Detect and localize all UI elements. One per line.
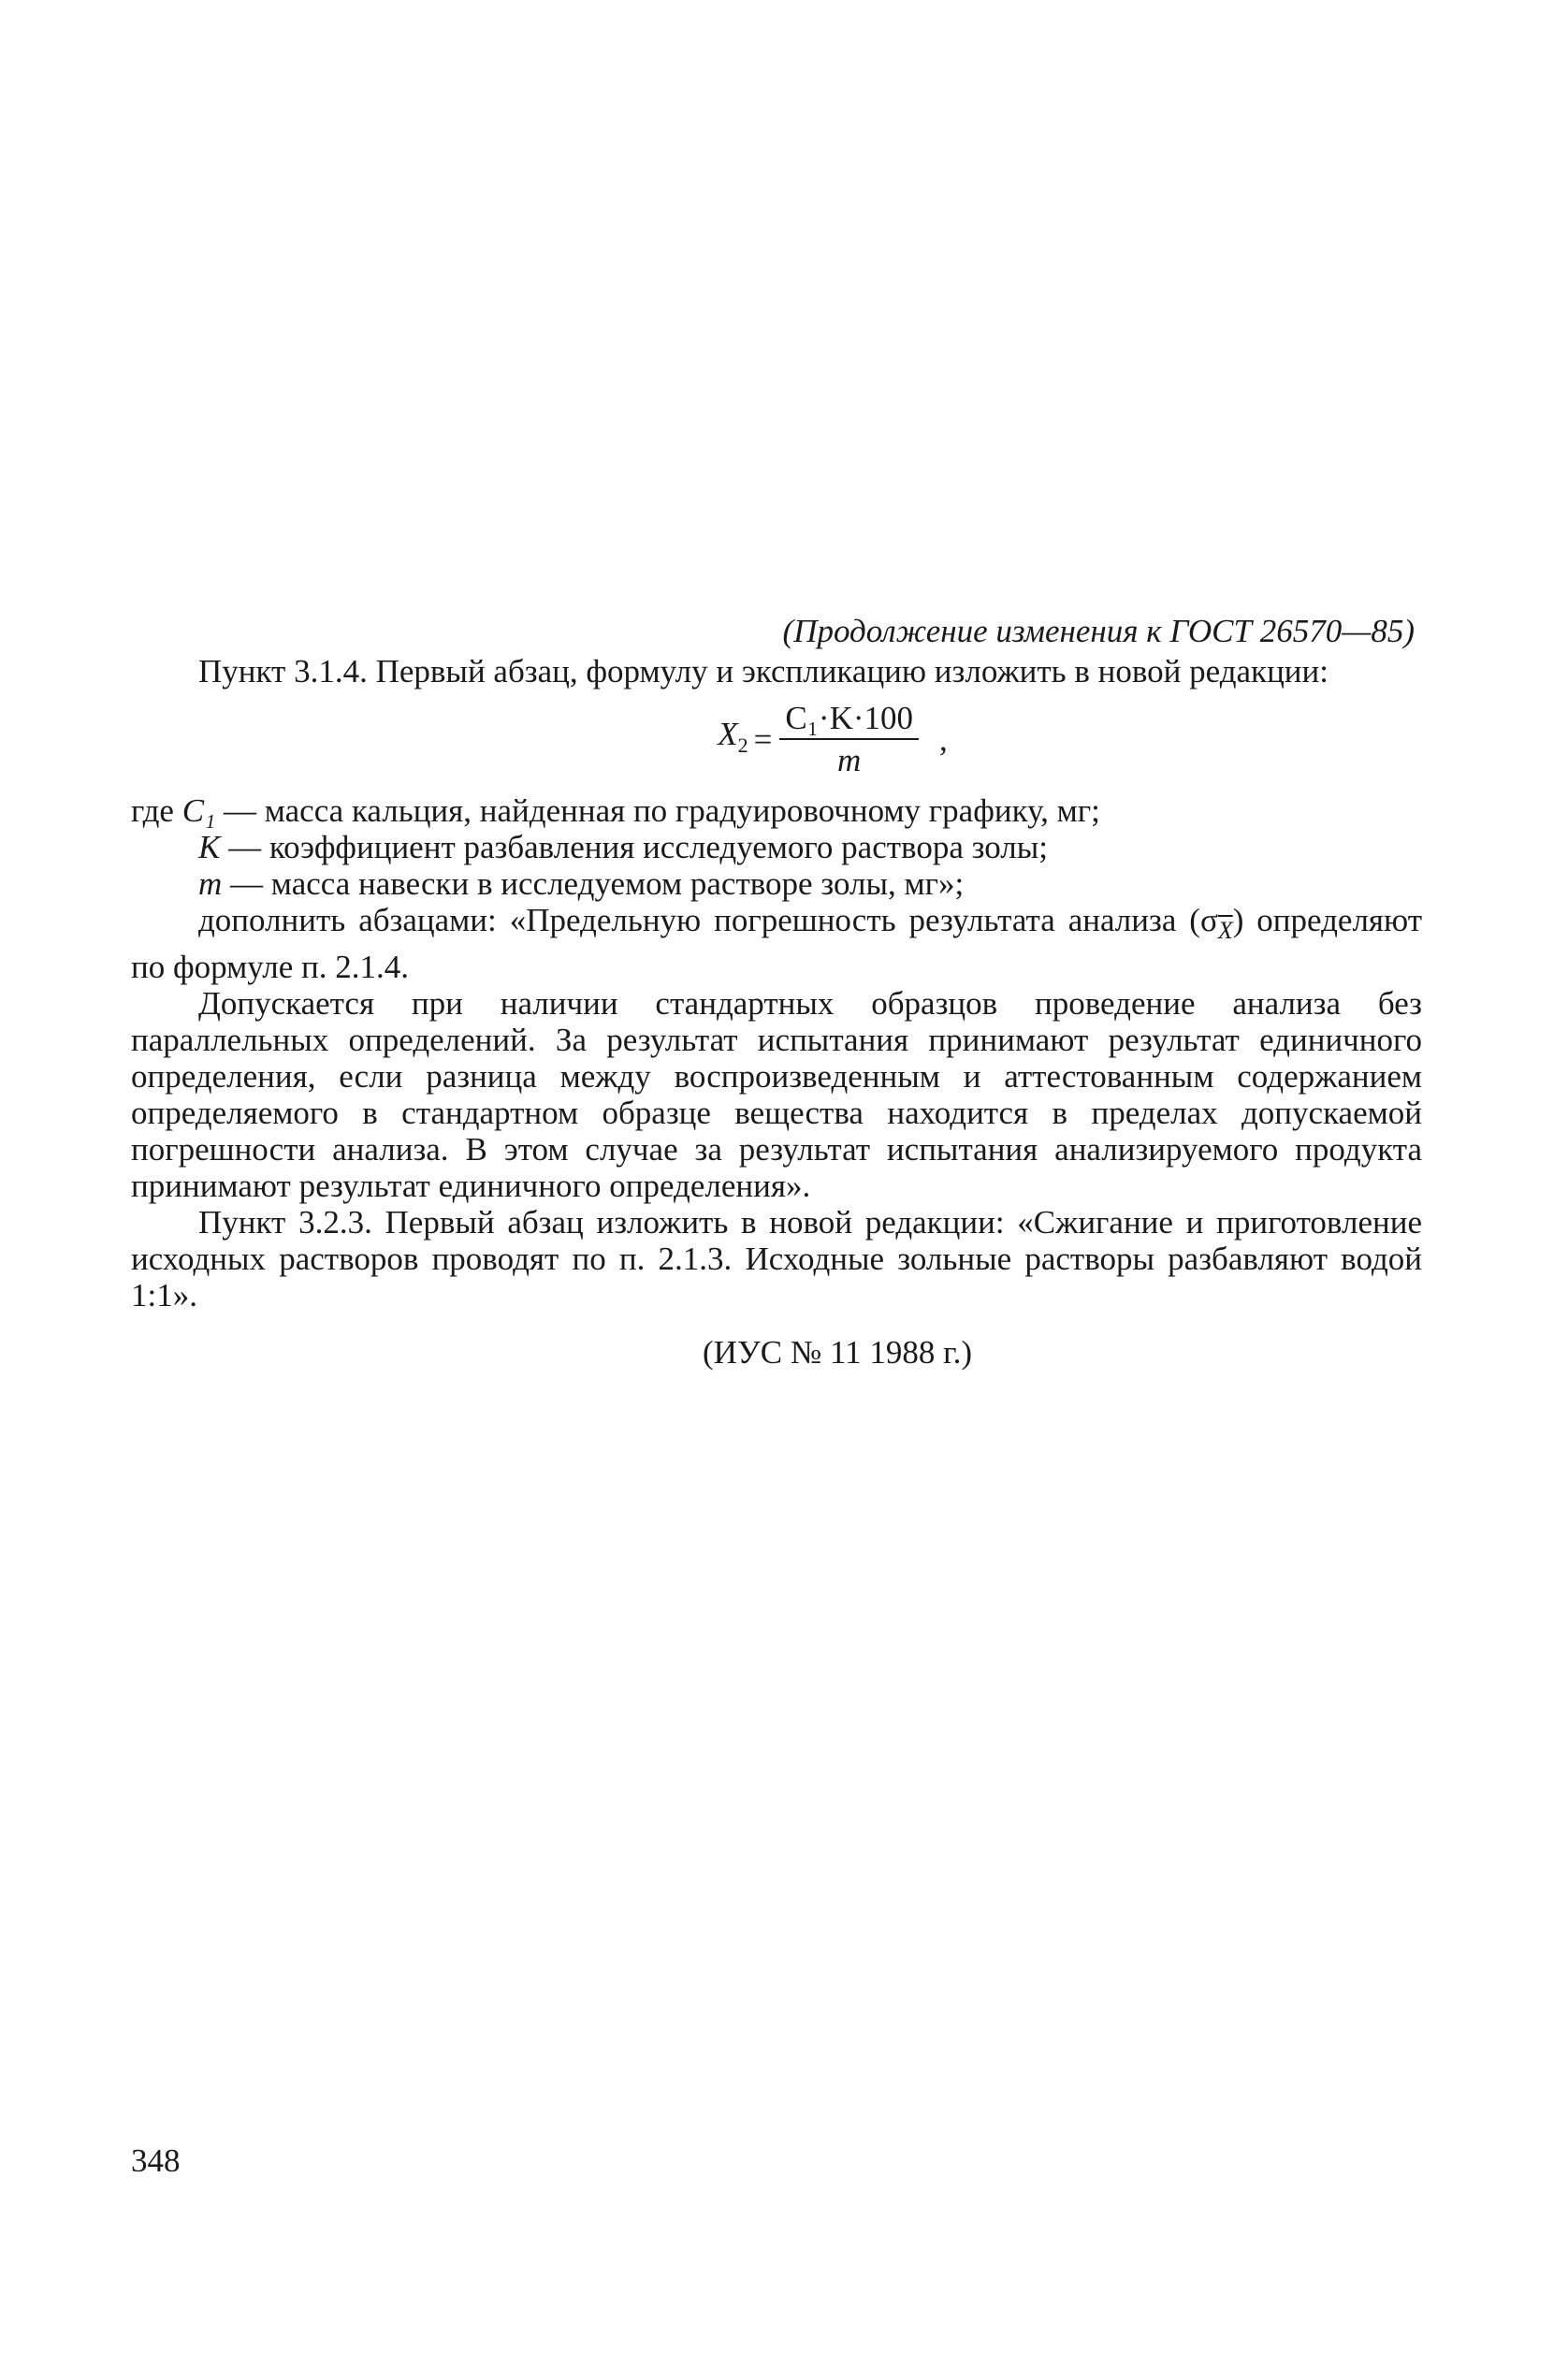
paragraph-item-3-2-3: Пункт 3.2.3. Первый абзац изложить в новой редакции: «Сжигание и приготовление исходных растворов проводят по п. 2.1.3. Исходные зольные растворы разбавляют водой 1:1». bbox=[131, 1204, 1422, 1314]
text-block bbox=[131, 613, 1422, 1371]
definition-c1: где C₁ — масса кальция, найденная по градуировочному графику, мг; bbox=[131, 792, 1100, 829]
paragraph-standard-samples: Допускается при наличии стандартных образцов проведение анализа без параллельных определений. За результат испытания принимают результат единичного определения, если разница между воспроизведенным и аттестованным содержанием определяемого в стандартном образце вещества находится в пределах допускаемой погрешности анализа. В этом случае за результат испытания анализируемого продукта принимают результат единичного определения». bbox=[131, 985, 1422, 1204]
formula-fraction bbox=[779, 700, 919, 778]
page-number: 348 bbox=[131, 2142, 181, 2179]
continuation-header: (Продолжение изменения к ГОСТ 26570—85) bbox=[782, 613, 1415, 649]
paragraph-item-3-1-4: Пункт 3.1.4. Первый абзац, формулу и экспликацию изложить в новой редакции: bbox=[198, 653, 1328, 689]
definition-m: m — масса навески в исследуемом растворе золы, мг»; bbox=[198, 865, 965, 902]
formula-numerator: C₁·K·100 bbox=[779, 700, 919, 740]
definition-k: K — коэффициент разбавления исследуемого раствора золы; bbox=[198, 829, 1048, 865]
source-reference: (ИУС № 11 1988 г.) bbox=[703, 1334, 972, 1371]
formula-lhs: $X_2$ bbox=[718, 715, 748, 757]
definition-addition: дополнить абзацами: «Предельную погрешность результата анализа $(\sigma_{\overline{X}})$ определяют по формуле п. 2.1.4. bbox=[131, 902, 1422, 985]
formula-comma: , bbox=[939, 720, 948, 758]
formula bbox=[243, 699, 1422, 779]
formula-equals: = bbox=[753, 720, 773, 758]
formula-denominator: m bbox=[837, 742, 862, 778]
